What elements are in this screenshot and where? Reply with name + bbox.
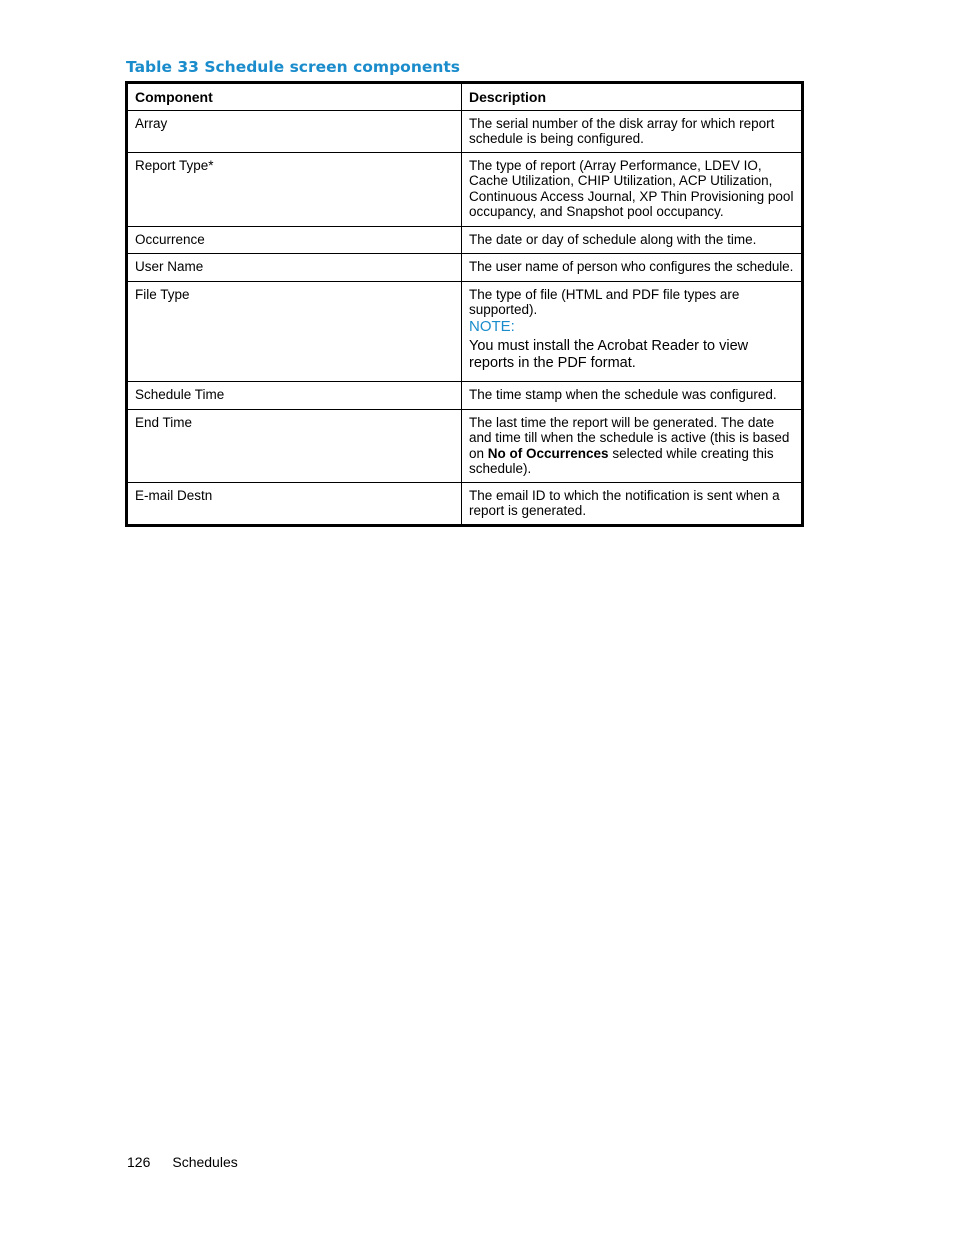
header-component: Component: [127, 83, 462, 111]
component-cell: File Type: [127, 281, 462, 381]
occurrences-term: No of Occurrences: [487, 445, 609, 461]
description-cell: The last time the report will be generated. The date and time till when the schedule is active (this is based on No of Occurrences selected while creating this schedule).: [462, 409, 803, 482]
footer-section-title: Schedules: [172, 1154, 238, 1170]
table-row: [127, 110, 803, 152]
page-number: 126: [127, 1154, 151, 1170]
component-cell: E-mail Destn: [127, 482, 462, 525]
description-cell: [462, 281, 803, 381]
component-cell: User Name: [127, 253, 462, 281]
table-header-row: [127, 83, 803, 111]
table-row: [127, 381, 803, 409]
component-cell: Schedule Time: [127, 381, 462, 409]
header-description: Description: [462, 83, 803, 111]
note-text: You must install the Acrobat Reader to view reports in the PDF format.: [469, 338, 749, 371]
description-cell: The email ID to which the notification is sent when a report is generated.: [462, 482, 803, 525]
note-label: NOTE:: [469, 317, 515, 335]
table-row: [127, 409, 803, 482]
description-cell: The type of report (Array Performance, LDEV IO, Cache Utilization, CHIP Utilization, ACP Utilization, Continuous Access Journal, XP Thin Provisioning pool occupancy, and Snapshot pool occupancy.: [462, 152, 803, 226]
table-row: [127, 281, 803, 381]
table-caption: Table 33 Schedule screen components: [126, 58, 461, 76]
schedule-components-table: [125, 81, 804, 527]
table-row: [127, 482, 803, 525]
component-cell: Occurrence: [127, 226, 462, 253]
table-row: [127, 253, 803, 281]
table-row: [127, 226, 803, 253]
table-row: [127, 152, 803, 226]
page-footer: [127, 1154, 238, 1170]
description-cell: The date or day of schedule along with the time.: [462, 226, 803, 253]
file-type-description: The type of file (HTML and PDF file types are supported).: [469, 286, 740, 317]
component-cell: Array: [127, 110, 462, 152]
description-cell: The time stamp when the schedule was configured.: [462, 381, 803, 409]
description-cell: The serial number of the disk array for which report schedule is being configured.: [462, 110, 803, 152]
component-cell: Report Type*: [127, 152, 462, 226]
component-cell: End Time: [127, 409, 462, 482]
description-cell: The user name of person who configures the schedule.: [462, 253, 803, 281]
